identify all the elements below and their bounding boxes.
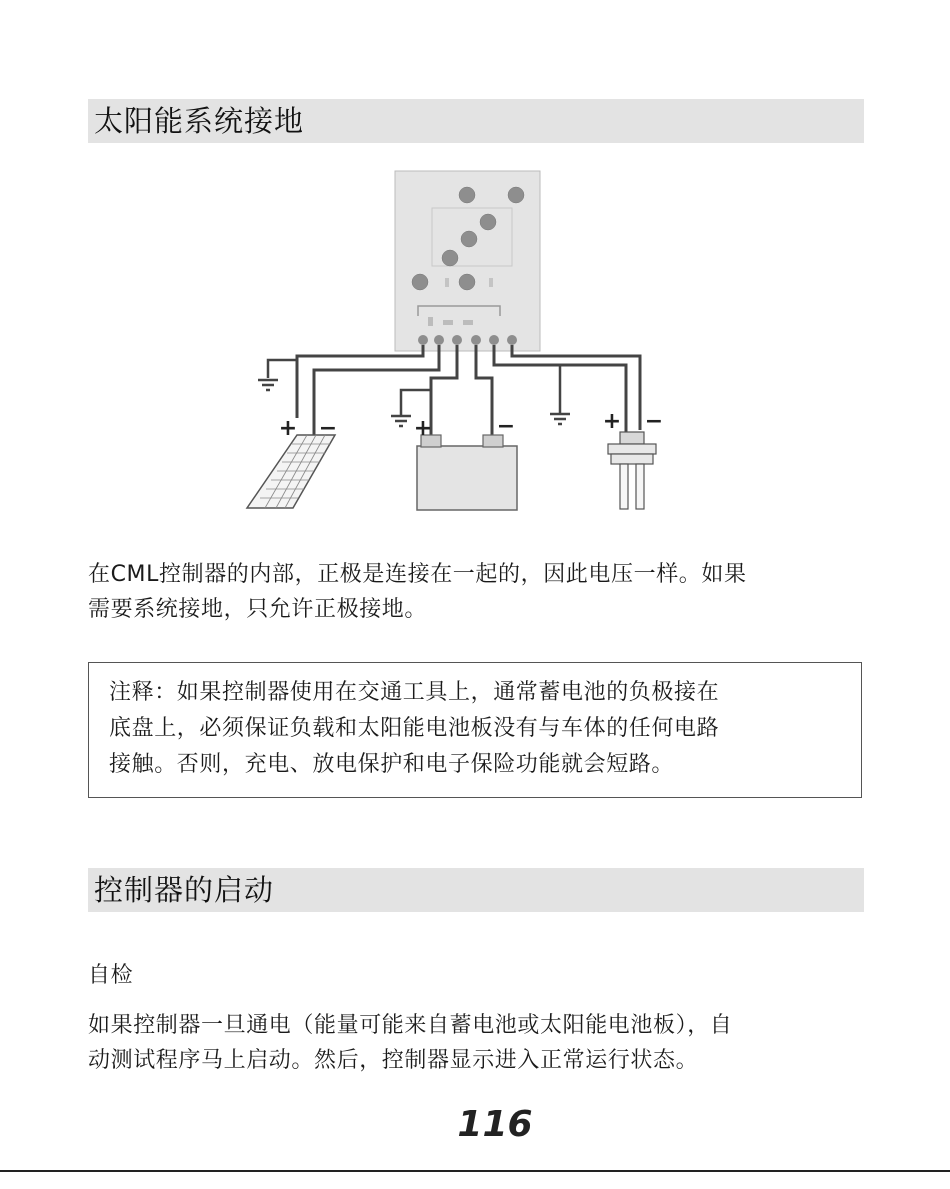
note-line: 接触。否则，充电、放电保护和电子保险功能就会短路。 xyxy=(109,752,675,777)
panel-minus-label: − xyxy=(318,416,338,441)
battery-icon xyxy=(417,435,517,510)
paragraph-line: 在CML控制器的内部，正极是连接在一起的，因此电压一样。如果 xyxy=(88,562,747,587)
wires xyxy=(297,345,640,438)
panel-plus-label: + xyxy=(278,416,298,441)
note-box xyxy=(88,662,862,798)
section-title: 太阳能系统接地 xyxy=(94,104,305,138)
grounding-wiring-diagram xyxy=(240,170,680,515)
section-header-grounding xyxy=(88,99,864,143)
solar-panel-icon xyxy=(247,435,335,508)
selftest-paragraph xyxy=(88,1008,878,1078)
paragraph-line: 动测试程序马上启动。然后，控制器显示进入正常运行状态。 xyxy=(88,1048,699,1073)
battery-plus-label: + xyxy=(413,416,433,441)
subheading: 自检 xyxy=(88,963,134,988)
note-text xyxy=(109,675,849,783)
paragraph-line: 如果控制器一旦通电（能量可能来自蓄电池或太阳能电池板），自 xyxy=(88,1013,733,1038)
section-title: 控制器的启动 xyxy=(94,873,275,907)
selftest-heading xyxy=(88,958,878,993)
section-header-startup xyxy=(88,868,864,912)
bottom-rule xyxy=(0,1170,950,1172)
page-number: 116 xyxy=(457,1104,533,1145)
load-minus-label: − xyxy=(644,409,664,434)
paragraph-line: 需要系统接地，只允许正极接地。 xyxy=(88,597,428,622)
battery-minus-label: − xyxy=(496,414,516,439)
note-line: 注释：如果控制器使用在交通工具上，通常蓄电池的负极接在 xyxy=(109,680,720,705)
lamp-load-icon xyxy=(608,432,656,509)
grounding-paragraph xyxy=(88,557,878,627)
load-plus-label: + xyxy=(602,409,622,434)
note-line: 底盘上，必须保证负载和太阳能电池板没有与车体的任何电路 xyxy=(109,716,720,741)
